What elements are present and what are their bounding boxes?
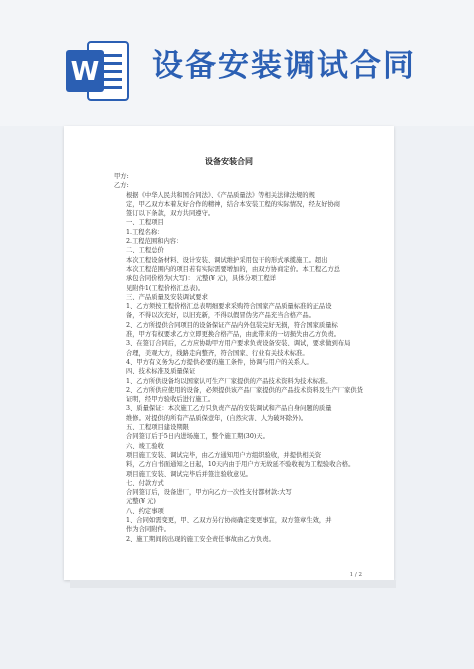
document-line: 七、付款方式 <box>126 479 164 487</box>
document-line: 准，甲方有权要求乙方立即更换合格产品，由此带来的一切损失由乙方负责。 <box>126 331 341 339</box>
document-line: 2、施工期间的出现的施工安全责任事故由乙方负责。 <box>126 535 275 543</box>
document-line: 见附件1(工程价格汇总表)。 <box>126 284 205 292</box>
document-line: 合理，美观大方，线路走向整齐，符合国家、行业有关技术标准。 <box>126 349 309 357</box>
document-line: 本次工程范围内的项目若有实际需要增加的，由双方协商定价。本工程乙方总 <box>126 265 341 273</box>
document-line: 项目施工安装、调试完毕，由乙方通知用户方组织验收，并提供相关资 <box>126 451 322 459</box>
document-line: 料，乙方自书面通知之日起，10天内由于用户方无故延不验收视为工程验收合格。 <box>126 461 355 469</box>
document-line: 二、工程总价 <box>126 247 164 255</box>
document-line: 2、乙方所供应使用的设备，必须提供该产品厂家提供的产品技术资料及生产厂家供货 <box>126 386 363 394</box>
document-line: 合同签订后于5日内进场施工，整个施工期(30)天。 <box>126 433 269 441</box>
document-line: 乙方: <box>114 182 129 190</box>
header-title: 设备安装调试合同 <box>152 48 416 84</box>
document-line: 本次工程设备材料、设计安装、调试维护采用包干的形式承揽施工。超出 <box>126 256 328 264</box>
document-line: 甲方: <box>114 173 129 180</box>
document-line: 元整(¥ 元) <box>126 498 156 506</box>
document-line: 八、约定事项 <box>126 507 164 515</box>
document-line: 四、技术标准及质量保证 <box>126 368 196 376</box>
document-line: 2、乙方所提供合同项目的设备保证产品内外包装完好无损，符合国家质量标 <box>126 321 338 329</box>
document-line: 维修。对提供的所有产品质保壹年，(自然灾害、人为破坏除外)。 <box>126 414 308 422</box>
word-icon-letter: W <box>70 57 100 87</box>
document-page <box>64 126 394 580</box>
document-line: 五、工程项目建设期限 <box>126 424 189 432</box>
page-edge-shadow <box>70 580 396 588</box>
document-title: 设备安装合同 <box>205 156 253 166</box>
document-line: 3、在签订合同后，乙方应协助甲方用户要求负责设备安装、调试，要求做到布局 <box>126 340 351 348</box>
document-line: 1、乙方须按工程价格汇总表明细要求采购符合国家产品质量标准的正品设 <box>126 303 332 311</box>
document-line: 六、竣工验收 <box>126 442 164 450</box>
document-line: 3、质量保证：本次施工乙方只负责产品的安装调试和产品自身问题的质量 <box>126 405 332 413</box>
document-header-banner <box>0 0 474 126</box>
document-line: 2.工程范围和内容： <box>126 238 183 246</box>
document-line: 签订以下条款，双方共同遵守。 <box>126 210 215 218</box>
document-line: 一、工程项目 <box>126 219 164 227</box>
document-line: 1、乙方所供设备均以国家认可生产厂家提供的产品技术资料为技术标准。 <box>126 377 332 385</box>
document-line: 1.工程名称： <box>126 228 164 236</box>
document-line: 4、甲方有义务为乙方提供必要的施工条件，协调与用户的关系人。 <box>126 358 313 366</box>
word-document-icon <box>66 38 130 104</box>
document-line: 项目施工安装、调试完毕后并签注验收意见。 <box>126 470 252 478</box>
document-body <box>114 172 384 544</box>
document-line: 备，不得以次充好，以旧充新，不得以假冒伪劣产品充当合格产品。 <box>126 312 315 320</box>
document-line: 1、合同如需变更，甲、乙双方另行协商确定变更事宜，双方签章生效，并 <box>126 516 332 524</box>
document-line: 合同签订后，设备进厂，甲方向乙方一次性支付都材款:大写 <box>126 489 292 497</box>
document-line: 三、产品质量及安装调试要求 <box>126 293 208 301</box>
document-line: 作为合同附件。 <box>126 526 171 534</box>
document-line: 承包合同价格为(大写)： 元整(¥ 元)，具体分项工程详 <box>126 275 277 283</box>
page-number: 1 / 2 <box>349 572 362 578</box>
document-line: 证明，经甲方验收后进行施工。 <box>126 396 215 404</box>
document-line: 定，甲乙双方本着友好合作的精神，结合本安装工程的实际情况，经友好协商 <box>126 200 341 208</box>
document-line: 根据《中华人民共和国合同法》、《产品质量法》等相关法律法规的规 <box>126 191 315 199</box>
